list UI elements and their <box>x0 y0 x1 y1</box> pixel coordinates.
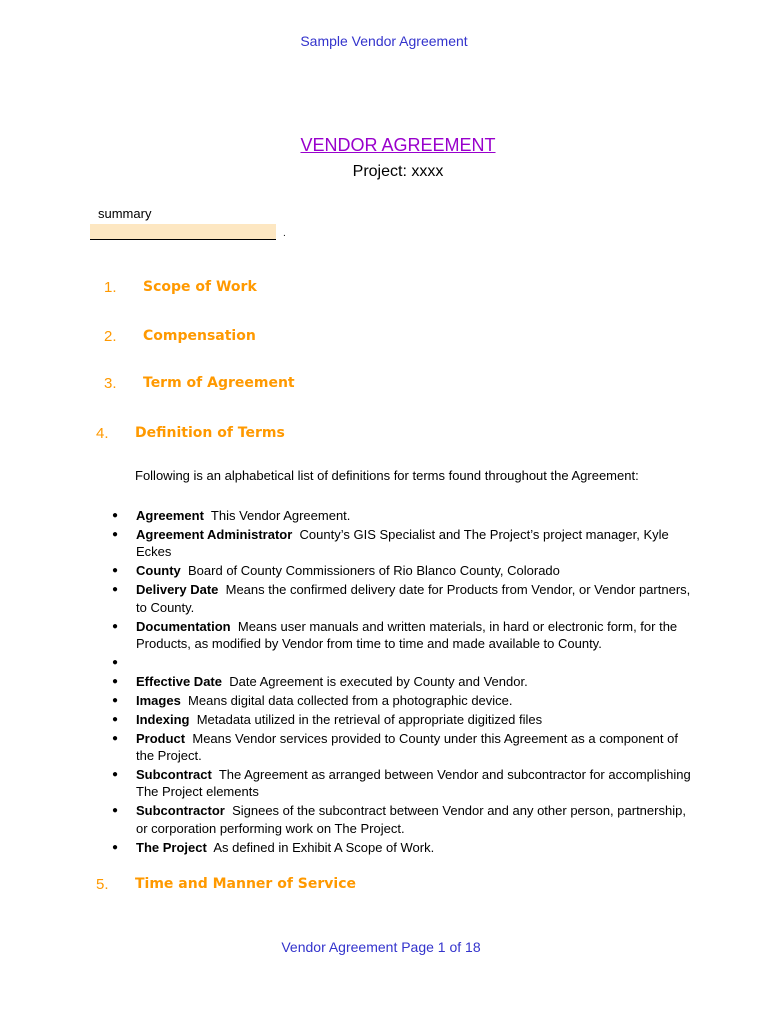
document-subtitle: Project: xxxx <box>352 163 444 180</box>
definition-term: Indexing <box>136 711 190 727</box>
definition-term: Effective Date <box>136 673 222 689</box>
list-item <box>112 654 692 672</box>
bullet-icon: ● <box>112 768 119 780</box>
list-item <box>112 766 692 801</box>
bullet-icon: ● <box>112 841 119 853</box>
bullet-icon: ● <box>112 713 119 725</box>
list-item <box>112 711 692 729</box>
list-item <box>112 802 692 837</box>
definition-text: Means Vendor services provided to County under this Agreement as a component of the Project. <box>136 730 678 764</box>
definition-term: Subcontract <box>136 766 212 782</box>
summary-dot: . <box>283 228 286 239</box>
definition-term: Documentation <box>136 618 231 634</box>
bullet-icon: ● <box>112 694 119 706</box>
list-item <box>112 673 692 691</box>
section-title: Term of Agreement <box>143 375 295 391</box>
definition-term: Subcontractor <box>136 803 225 819</box>
definition-term: Images <box>136 692 181 708</box>
section-number: 5. <box>96 876 109 893</box>
definition-term: Delivery Date <box>136 582 219 598</box>
definition-text: Means the confirmed delivery date for Products from Vendor, or Vendor partners, to County. <box>136 582 691 615</box>
bullet-icon: ● <box>112 656 119 668</box>
page-footer: Vendor Agreement Page 1 of 18 <box>281 939 481 955</box>
bullet-icon: ● <box>112 675 119 687</box>
bullet-icon: ● <box>112 584 119 596</box>
list-item <box>112 526 692 561</box>
definitions-list <box>112 507 692 858</box>
definition-term: Agreement Administrator <box>136 526 293 542</box>
bullet-icon: ● <box>112 620 119 632</box>
definition-text: This Vendor Agreement. <box>210 508 351 523</box>
summary-field[interactable] <box>90 224 276 240</box>
section-number: 3. <box>104 375 117 392</box>
section-number: 2. <box>104 328 117 345</box>
section-title: Compensation <box>143 328 256 344</box>
definition-text: Board of County Commissioners of Rio Blanco County, Colorado <box>188 563 560 579</box>
section-title: Definition of Terms <box>135 425 285 441</box>
bullet-icon: ● <box>112 732 119 744</box>
page-header: Sample Vendor Agreement <box>300 33 468 49</box>
definition-term: Product <box>136 730 186 746</box>
section-number: 1. <box>104 279 117 296</box>
definition-text: Means digital data collected from a photographic device. <box>188 692 513 708</box>
definition-term: Agreement <box>136 508 204 523</box>
list-item <box>112 730 692 765</box>
section-title: Scope of Work <box>143 279 257 295</box>
definition-term: County <box>136 563 181 579</box>
bullet-icon: ● <box>112 510 119 521</box>
definition-text: Metadata utilized in the retrieval of appropriate digitized files <box>196 711 543 727</box>
definition-text: Means user manuals and written materials, in hard or electronic form, for the Products, as modified by Vendor from time to time and made available to County. <box>136 618 678 652</box>
document-title: VENDOR AGREEMENT <box>300 135 496 155</box>
list-item <box>112 581 692 616</box>
definition-text: Date Agreement is executed by County and Vendor. <box>229 673 528 689</box>
summary-label: summary <box>98 206 152 221</box>
list-item <box>112 562 692 580</box>
definitions-intro: Following is an alphabetical list of definitions for terms found throughout the Agreement: <box>135 468 639 483</box>
list-item <box>112 618 692 653</box>
list-item <box>112 507 692 525</box>
definition-text: Signees of the subcontract between Vendor and any other person, partnership, or corporation performing work on The Project. <box>136 803 686 836</box>
definition-text: As defined in Exhibit A Scope of Work. <box>213 839 435 855</box>
list-item <box>112 839 692 857</box>
list-item <box>112 692 692 710</box>
definition-text: County’s GIS Specialist and The Project’s project manager, Kyle Eckes <box>136 526 669 560</box>
bullet-icon: ● <box>112 528 119 540</box>
section-number: 4. <box>96 425 109 442</box>
definition-text: The Agreement as arranged between Vendor and subcontractor for accomplishing The Project elements <box>136 766 691 800</box>
section-title: Time and Manner of Service <box>135 876 356 892</box>
definition-term: The Project <box>136 839 207 855</box>
bullet-icon: ● <box>112 565 119 577</box>
bullet-icon: ● <box>112 805 119 817</box>
